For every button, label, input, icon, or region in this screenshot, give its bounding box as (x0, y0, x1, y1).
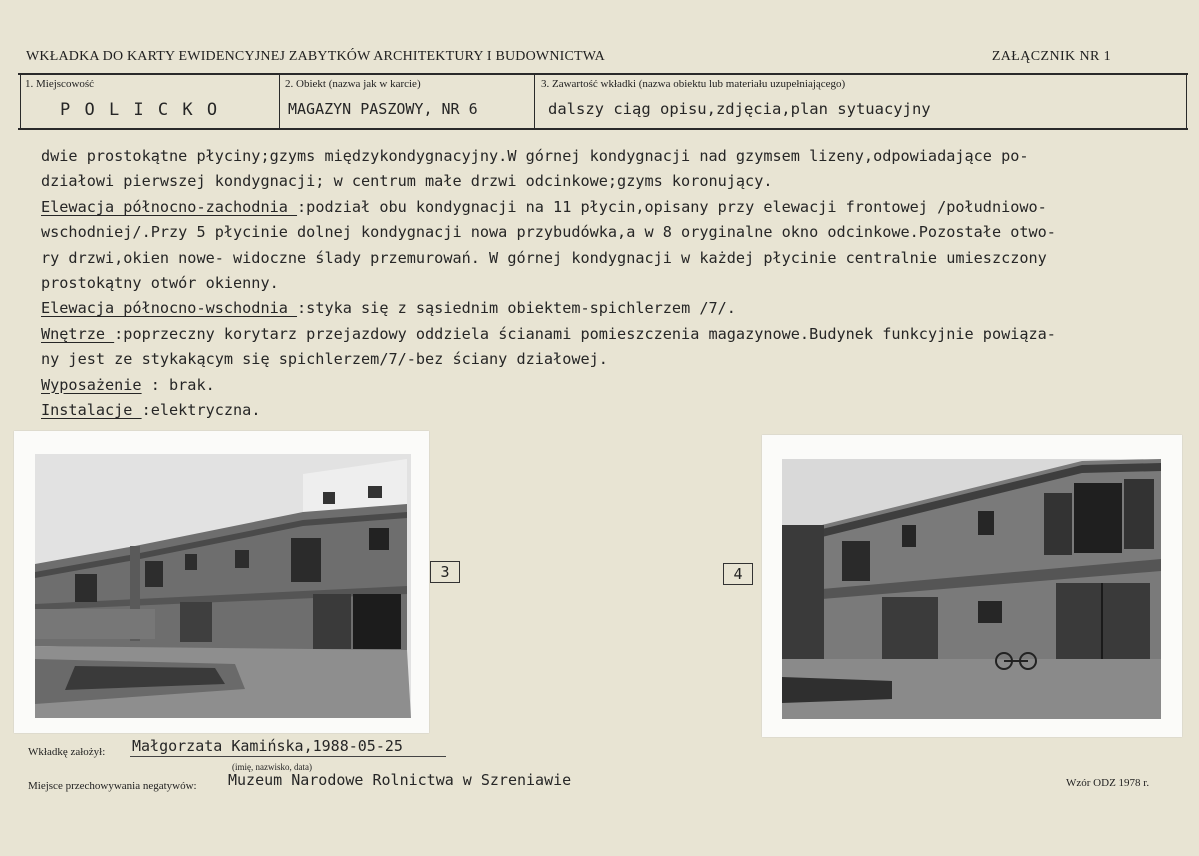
storage-label: Miejsce przechowywania negatywów: (28, 780, 197, 792)
description-text (41, 144, 1176, 423)
author-rule (130, 756, 446, 757)
description-line: Wnętrze :poprzeczny korytarz przejazdowy oddziela ścianami pomieszczenia magazynowe.Budynek funkcyjnie powiąza- (41, 324, 1056, 343)
description-line: ry drzwi,okien nowe- widoczne ślady przemurowań. W górnej kondygnacji w każdej płycinie centralnie umieszczony (41, 248, 1047, 267)
author-label: Wkładkę założył: (28, 746, 106, 758)
photo-card (762, 435, 1182, 737)
description-line: dwie prostokątne płyciny;gzyms międzykondygnacyjny.W górnej kondygnacji nad gzymsem lizeny,odpowiadające po- (41, 147, 1029, 165)
photo-card (14, 431, 429, 733)
photo-number: 4 (723, 563, 753, 585)
field-divider (1186, 74, 1187, 129)
description-line: Wyposażenie : brak. (41, 375, 215, 394)
header-rule-bottom (18, 128, 1188, 130)
field-divider (534, 74, 535, 129)
contents-label: 3. Zawartość wkładki (nazwa obiektu lub materiału uzupełniającego) (541, 78, 846, 90)
sheet-title: WKŁADKA DO KARTY EWIDENCYJNEJ ZABYTKÓW ARCHITEKTURY I BUDOWNICTWA (26, 49, 605, 64)
locality-value: P O L I C K O (60, 100, 220, 120)
description-line: Instalacje :elektryczna. (41, 401, 261, 420)
author-value: Małgorzata Kamińska,1988-05-25 (132, 737, 403, 755)
author-hint: (imię, nazwisko, data) (232, 762, 312, 772)
object-label: 2. Obiekt (nazwa jak w karcie) (285, 78, 421, 90)
section-heading: Wnętrze (41, 324, 115, 343)
section-heading: Elewacja północno-wschodnia (41, 299, 298, 318)
appendix-number: ZAŁĄCZNIK NR 1 (991, 49, 1111, 64)
description-line: Elewacja północno-wschodnia :styka się z sąsiednim obiektem-spichlerzem /7/. (41, 299, 736, 318)
description-line: Elewacja północno-zachodnia :podział obu kondygnacji na 11 płycin,opisany przy elewacji frontowej /południowo- (41, 197, 1047, 216)
description-line: prostokątny otwór okienny. (41, 274, 279, 293)
section-heading: Wyposażenie (41, 375, 142, 394)
storage-value: Muzeum Narodowe Rolnictwa w Szreniawie (228, 771, 572, 789)
description-line: ny jest ze stykakącym się spichlerzem/7/-bez ściany działowej. (41, 350, 608, 369)
photo-number: 3 (430, 561, 460, 583)
header-rule-top (18, 73, 1188, 75)
section-heading: Elewacja północno-zachodnia (41, 197, 298, 216)
form-model: Wzór ODZ 1978 r. (1066, 777, 1150, 789)
description-line: wschodniej/.Przy 5 płycinie dolnej kondygnacji nowa przybudówka,a w 8 oryginalne okno odcinkowe.Pozostałe otwo- (41, 223, 1056, 242)
photo-warehouse-southwest (35, 454, 411, 718)
field-divider (20, 74, 21, 129)
locality-label: 1. Miejscowość (25, 78, 95, 90)
contents-value: dalszy ciąg opisu,zdjęcia,plan sytuacyjny (548, 100, 931, 118)
section-heading: Instalacje (41, 401, 142, 420)
object-value: MAGAZYN PASZOWY, NR 6 (288, 100, 478, 118)
description-line: działowi pierwszej kondygnacji; w centrum małe drzwi odcinkowe;gzyms koronujący. (41, 172, 773, 191)
field-divider (279, 74, 280, 129)
photo-warehouse-northwest (782, 459, 1161, 719)
